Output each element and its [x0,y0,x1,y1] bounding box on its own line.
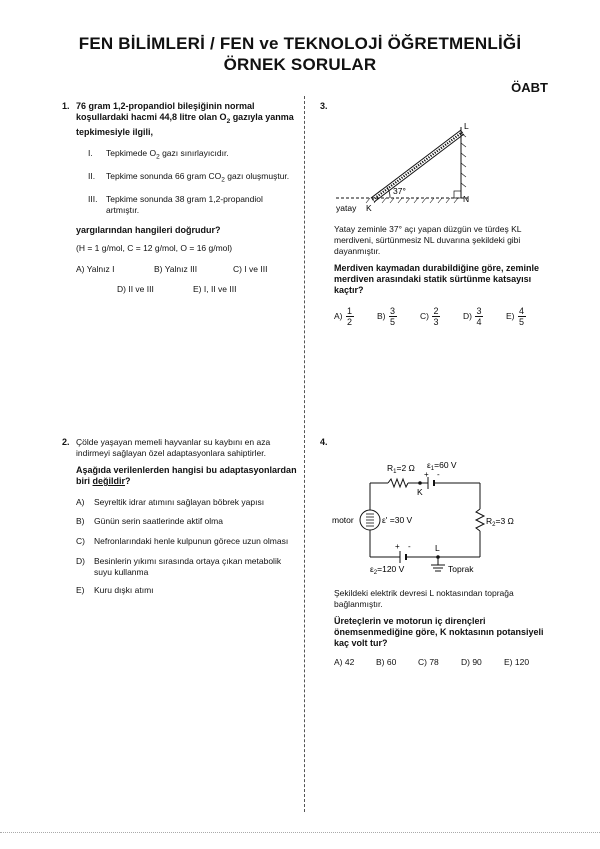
question-number: 4. [320,437,328,447]
k-label: K [417,487,423,497]
question-number: 3. [320,101,328,111]
angle-label: 37° [393,186,406,196]
e2-label: $\varepsilon_2=120$ V [370,564,405,576]
option-c[interactable]: C) 78 [418,657,439,667]
question-number: 1. [62,101,70,111]
question-prompt: yargılarından hangileri doğrudur? [76,225,221,235]
statement-1: I. Tepkimede $O_2$ gazı sınırlayıcıdır. [88,148,229,161]
option-e[interactable]: E) 120 [504,657,530,667]
page-bottom-edge [0,832,600,833]
e1-plus: + [424,470,429,479]
constants: (H = 1 g/mol, C = 12 g/mol, O = 16 g/mol) [76,243,233,253]
e2-minus: - [408,542,411,551]
option-c[interactable]: C) I ve III [233,264,268,274]
ground-label: Toprak [448,564,474,574]
question-stem: Şekildeki elektrik devresi L noktasından toprağa bağlanmıştır. [334,588,514,609]
e1-label: $\varepsilon_1=60$ V [427,460,457,472]
e1-minus: - [437,470,440,479]
option-d[interactable]: D) Besinlerin yıkımı sırasında ortaya çıkan metabolik suyu kullanma [76,556,282,577]
ground-label: yatay [336,203,357,213]
option-a[interactable]: A) Yalnız I [76,264,115,274]
circuit-figure [330,455,530,580]
option-d[interactable]: D) 90 [461,657,482,667]
point-k-label: K [366,203,372,213]
option-b[interactable]: B) 60 [376,657,397,667]
e2-plus: + [395,542,400,551]
option-a[interactable]: A) Seyreltik idrar atımını sağlayan böbrek yapısı [76,497,265,507]
statement-3: III. Tepkime sonunda 38 gram 1,2-propandiol artmıştır. [88,194,263,215]
option-b[interactable]: B) Yalnız III [154,264,198,274]
question-prompt: Merdiven kaymadan durabildiğine göre, zeminle merdiven arasındaki statik sürtünme katsayısı kaçtır? [334,263,540,295]
eprime-label: ε' =30 V [382,515,413,525]
motor-label: motor [332,515,354,525]
option-b[interactable]: B) Günün serin saatlerinde aktif olma [76,516,223,526]
exam-code: ÖABT [511,80,548,95]
option-e[interactable]: E) $\frac{4}{5}$ [506,306,524,327]
ladder-edge [374,134,464,202]
option-d[interactable]: D) $\frac{3}{4}$ [463,306,482,327]
question-prompt: Aşağıda verilenlerden hangisi bu adaptasyonlardan biri değildir? [76,465,297,486]
point-l-label: L [464,121,469,131]
statement-2: II. Tepkime sonunda 66 gram $CO_2$ gazı oluşmuştur. [88,171,290,184]
option-e[interactable]: E) I, II ve III [193,284,237,294]
right-angle-marker [454,191,461,198]
question-stem: Yatay zeminle 37° açı yapan düzgün ve türdeş KL merdiveni, sürtünmesiz NL duvarına şekildeki gibi dayanmıştır. [334,224,522,256]
node-l [436,555,440,559]
page-subtitle: ÖRNEK SORULAR [223,55,377,74]
node-k [418,481,422,485]
page-title: FEN BİLİMLERİ / FEN ve TEKNOLOJİ ÖĞRETMENLİĞİ [78,34,522,53]
question-stem: 76 gram 1,2-propandiol bileşiğinin normal koşullardaki hacmi 44,8 litre olan $O_2$ gazıyla yanma tepkimesiyle ilgili, [76,101,294,137]
ladder-rungs [373,132,463,200]
option-e[interactable]: E) Kuru dışkı atımı [76,585,154,595]
option-b[interactable]: B) $\frac{3}{5}$ [377,306,395,327]
option-a[interactable]: A) 42 [334,657,355,667]
question-number: 2. [62,437,70,447]
ground-hatch [366,198,458,203]
option-c[interactable]: C) $\frac{2}{3}$ [420,306,439,327]
motor-coil [366,514,374,526]
r1-label: $R_1=2$ Ω [387,463,415,475]
question-stem: Çölde yaşayan memeli hayvanlar su kaybını en aza indirmeyi sağlayan özel adaptasyonlara sahiptirler. [76,437,271,458]
option-a[interactable]: A) $\frac{1}{2}$ [334,306,352,327]
option-c[interactable]: C) Nefronlarındaki henle kulpunun görece uzun olması [76,536,289,546]
wall-hatch [461,133,466,187]
point-n-label: N [463,194,470,204]
l-label: L [435,543,440,553]
option-d[interactable]: D) II ve III [117,284,154,294]
ladder-edge [371,130,461,198]
r2-label: $R_2=3$ Ω [486,516,514,528]
ladder-figure [330,115,490,219]
question-prompt: Üreteçlerin ve motorun iç dirençleri önemsenmediğine göre, K noktasının potansiyeli kaç volt tur? [334,616,544,648]
